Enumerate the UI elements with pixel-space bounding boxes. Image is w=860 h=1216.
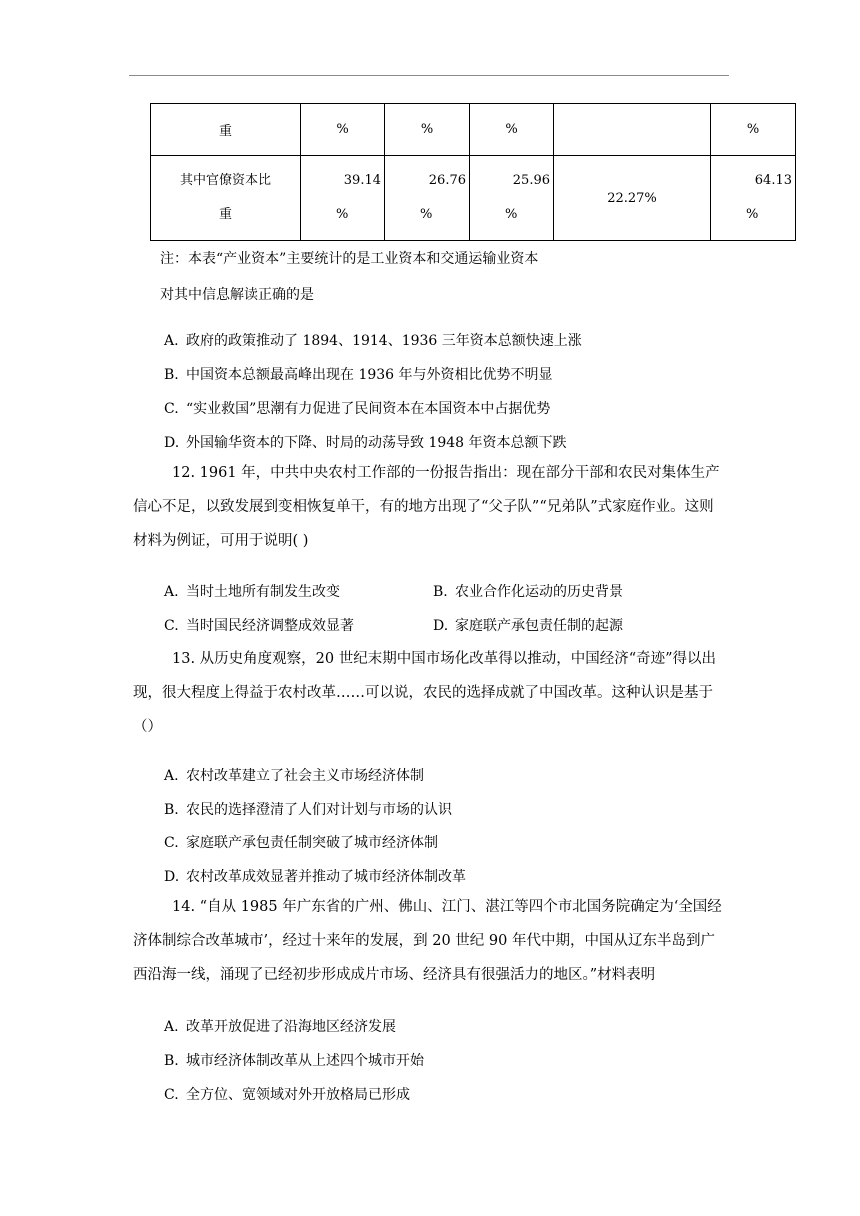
option-label: A.: [164, 584, 179, 600]
q12-option-c[interactable]: [164, 615, 354, 635]
row-label-line: 重: [218, 207, 232, 222]
table-cell: [301, 104, 385, 156]
option-text: 城市经济体制改革从上述四个城市开始: [186, 1053, 424, 1069]
table-cell: [385, 156, 470, 241]
table-cell: [470, 156, 554, 241]
q12-line: 12. 1961 年，中共中央农村工作部的一份报告指出：现在部分干部和农民对集体生产: [172, 465, 720, 481]
q12-option-a[interactable]: [164, 581, 340, 601]
option-label: D.: [164, 869, 180, 885]
q13-stem: [133, 642, 733, 744]
option-label: C.: [164, 1087, 179, 1103]
table-cell: [470, 104, 554, 156]
cell-percent: %: [420, 207, 433, 222]
option-text: 全方位、宽领域对外开放格局已形成: [186, 1087, 410, 1103]
table-note: 注：本表“产业资本”主要统计的是工业资本和交通运输业资本: [160, 251, 539, 267]
cell-text: %: [505, 122, 518, 137]
option-label: B.: [164, 1053, 179, 1069]
q14-option-a[interactable]: [164, 1016, 396, 1036]
table-cell: [711, 156, 796, 241]
row-label-line: 其中官僚资本比: [179, 173, 271, 188]
option-label: A.: [164, 333, 179, 349]
q13-option-a[interactable]: [164, 765, 424, 785]
option-label: B.: [164, 367, 179, 383]
q14-line: 14. “自从 1985 年广东省的广州、佛山、江门、湛江等四个市北国务院确定为‘全国经: [172, 899, 722, 915]
option-text: 农村改革建立了社会主义市场经济体制: [186, 768, 424, 784]
q12-line: 材料为例证，可用于说明( ): [133, 533, 309, 549]
q11-option-d[interactable]: [164, 432, 567, 452]
option-text: 农村改革成效显著并推动了城市经济体制改革: [186, 869, 466, 885]
cell-number: 26.76: [428, 173, 466, 188]
row-label-text: 重: [218, 124, 232, 139]
option-label: B.: [433, 584, 448, 600]
table-cell: [385, 104, 470, 156]
q14-line: 济体制综合改革城市’，经过十来年的发展，到 20 世纪 90 年代中期，中国从辽东半岛到广: [133, 933, 715, 949]
cell-percent: %: [746, 207, 759, 222]
cell-number: 64.13: [754, 173, 792, 188]
cell-percent: %: [505, 207, 518, 222]
row-label: [151, 104, 301, 156]
option-label: B.: [164, 802, 179, 818]
table-cell: [554, 156, 711, 241]
table-cell: [301, 156, 385, 241]
q13-option-c[interactable]: [164, 832, 438, 852]
option-label: A.: [164, 1019, 179, 1035]
q13-line: （）: [133, 719, 162, 735]
q14-line: 西沿海一线，涌现了已经初步形成成片市场、经济具有很强活力的地区。”材料表明: [133, 967, 656, 983]
cell-percent: %: [336, 207, 349, 222]
option-text: 家庭联产承包责任制的起源: [455, 618, 623, 634]
row-label: [151, 156, 301, 241]
cell-number: 25.96: [512, 173, 550, 188]
option-label: C.: [164, 835, 179, 851]
table-row: [151, 104, 796, 156]
cell-number: 22.27%: [607, 190, 657, 206]
q13-option-d[interactable]: [164, 866, 466, 886]
q12-line: 信心不足，以致发展到变相恢复单干，有的地方出现了“父子队”“兄弟队”式家庭作业。这则: [133, 499, 714, 515]
q11-option-c[interactable]: [164, 398, 550, 418]
cell-text: %: [746, 122, 760, 137]
option-text: 政府的政策推动了 1894、1914、1936 三年资本总额快速上涨: [186, 333, 582, 349]
option-label: D.: [433, 618, 449, 634]
q11-option-b[interactable]: [164, 364, 553, 384]
option-label: C.: [164, 401, 179, 417]
q12-option-b[interactable]: [433, 581, 623, 601]
option-label: C.: [164, 618, 179, 634]
cell-text: %: [336, 122, 349, 137]
option-text: 当时土地所有制发生改变: [186, 584, 340, 600]
option-text: 改革开放促进了沿海地区经济发展: [186, 1019, 396, 1035]
cell-number: 39.14: [343, 173, 381, 188]
q11-stem: 对其中信息解读正确的是: [160, 287, 314, 303]
header-rule: [129, 75, 729, 76]
option-text: 家庭联产承包责任制突破了城市经济体制: [186, 835, 438, 851]
option-text: 农业合作化运动的历史背景: [455, 584, 623, 600]
option-text: 当时国民经济调整成效显著: [186, 618, 354, 634]
q13-line: 现，很大程度上得益于农村改革……可以说，农民的选择成就了中国改革。这种认识是基于: [133, 685, 713, 701]
capital-table: [150, 103, 796, 241]
table-cell: [711, 104, 796, 156]
table-cell: [554, 104, 711, 156]
q14-option-b[interactable]: [164, 1050, 424, 1070]
cell-text: %: [420, 122, 434, 137]
option-text: 外国输华资本的下降、时局的动荡导致 1948 年资本总额下跌: [186, 435, 567, 451]
q12-stem: [133, 456, 733, 558]
q13-line: 13. 从历史角度观察，20 世纪末期中国市场化改革得以推动，中国经济“奇迹”得以出: [172, 651, 717, 667]
q13-option-b[interactable]: [164, 799, 452, 819]
q14-option-c[interactable]: [164, 1084, 410, 1104]
option-label: D.: [164, 435, 180, 451]
option-label: A.: [164, 768, 179, 784]
q11-option-a[interactable]: [164, 330, 582, 350]
table-row: [151, 156, 796, 241]
q14-stem: [133, 890, 733, 992]
option-text: “实业救国”思潮有力促进了民间资本在本国资本中占据优势: [186, 401, 551, 417]
option-text: 农民的选择澄清了人们对计划与市场的认识: [186, 802, 452, 818]
q12-option-d[interactable]: [433, 615, 623, 635]
option-text: 中国资本总额最高峰出现在 1936 年与外资相比优势不明显: [186, 367, 553, 383]
